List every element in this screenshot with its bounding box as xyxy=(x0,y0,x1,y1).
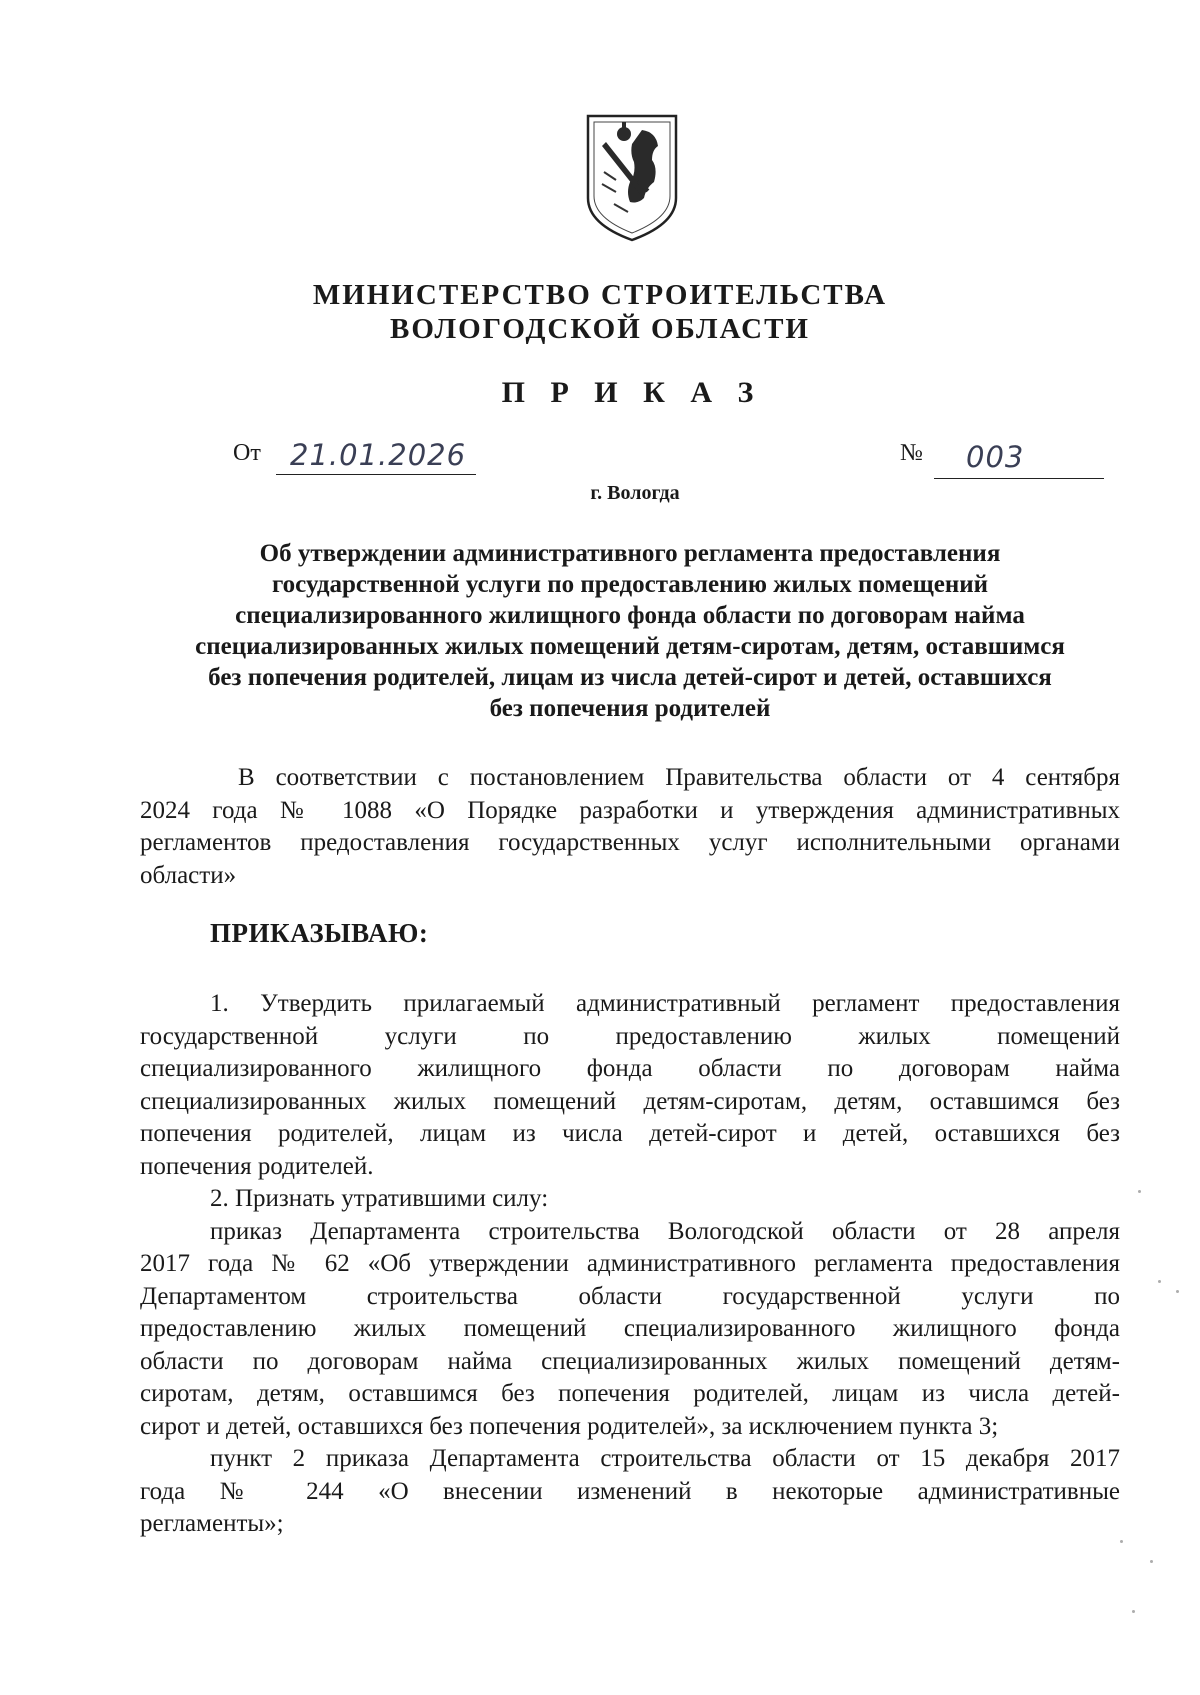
item-2-sub1-line: области по договорам найма специализированных жилых помещений детям- xyxy=(140,1347,1120,1375)
preamble-line: 2024 года № 1088 «О Порядке разработки и утверждения административных xyxy=(140,796,1120,824)
order-subject xyxy=(130,538,1130,724)
ministry-name-line1: МИНИСТЕРСТВО СТРОИТЕЛЬСТВА xyxy=(312,279,888,311)
preamble-line: регламентов предоставления государственных услуг исполнительными органами xyxy=(140,829,1120,856)
item-2-sub1-line: предоставлению жилых помещений специализированного жилищного фонда xyxy=(140,1315,1120,1342)
item-1-line: попечения родителей. xyxy=(140,1152,374,1180)
handwritten-date: 21.01.2026 xyxy=(290,438,467,472)
scan-speck xyxy=(1150,1560,1153,1563)
item-2-paragraph xyxy=(140,1183,1120,1541)
subject-line: государственной услуги по предоставлению жилых помещений xyxy=(271,571,989,598)
number-label: № xyxy=(900,440,923,466)
city-name: г. Вологда xyxy=(590,482,680,504)
item-2-sub2-line: года № 244 «О внесении изменений в некоторые административные xyxy=(140,1477,1120,1505)
item-2-sub1-line: приказ Департамента строительства Вологодской области от 28 апреля xyxy=(210,1217,1120,1245)
item-2-sub1-line: сиротам, детям, оставшимся без попечения родителей, лицам из числа детей- xyxy=(140,1380,1120,1407)
subject-line: без попечения родителей, лицам из числа детей-сирот и детей, оставшихся xyxy=(208,664,1052,691)
preamble-paragraph xyxy=(140,762,1120,892)
item-2-sub2-line: пункт 2 приказа Департамента строительства области от 15 декабря 2017 xyxy=(210,1445,1120,1472)
scan-speck xyxy=(1132,1610,1135,1613)
date-label: От xyxy=(233,440,261,466)
item-2-sub1-line: сирот и детей, оставшихся без попечения родителей», за исключением пункта 3; xyxy=(140,1412,999,1440)
ministry-name-line2: ВОЛОГОДСКОЙ ОБЛАСТИ xyxy=(390,313,810,345)
scan-speck xyxy=(1158,1280,1161,1283)
vologda-coat-of-arms-icon xyxy=(584,112,680,244)
item-2-heading: 2. Признать утратившими силу: xyxy=(210,1185,549,1212)
date-underline xyxy=(276,474,476,475)
subject-line: специализированного жилищного фонда области по договорам найма xyxy=(235,602,1025,629)
item-2-sub1-line: Департаментом строительства области государственной услуги по xyxy=(140,1282,1120,1310)
item-2-sub2-line: регламенты»; xyxy=(140,1510,284,1537)
scan-speck xyxy=(1138,1190,1141,1193)
subject-line: Об утверждении административного регламента предоставления xyxy=(259,540,1001,567)
item-1-line: 1. Утвердить прилагаемый административный регламент предоставления xyxy=(210,990,1120,1017)
preamble-line: В соответствии с постановлением Правительства области от 4 сентября xyxy=(238,764,1120,791)
document-type-title: П Р И К А З xyxy=(501,376,763,409)
scan-speck xyxy=(1176,1290,1179,1293)
subject-line: без попечения родителей xyxy=(489,695,771,722)
subject-line: специализированных жилых помещений детям-сиротам, детям, оставшимся xyxy=(195,633,1065,660)
item-2-sub1-line: 2017 года № 62 «Об утверждении административного регламента предоставления xyxy=(140,1250,1120,1277)
item-1-line: государственной услуги по предоставлению жилых помещений xyxy=(140,1022,1120,1050)
number-underline xyxy=(934,478,1104,479)
preamble-line: области» xyxy=(140,861,237,889)
item-1-line: специализированного жилищного фонда области по договорам найма xyxy=(140,1055,1120,1082)
scan-speck xyxy=(1120,1540,1123,1543)
handwritten-order-number: 003 xyxy=(966,440,1025,474)
item-1-paragraph xyxy=(140,988,1120,1183)
item-1-line: специализированных жилых помещений детям-сиротам, детям, оставшимся без xyxy=(140,1087,1120,1115)
item-1-line: попечения родителей, лицам из числа детей-сирот и детей, оставшихся без xyxy=(140,1120,1120,1147)
decree-word: ПРИКАЗЫВАЮ: xyxy=(210,918,429,948)
